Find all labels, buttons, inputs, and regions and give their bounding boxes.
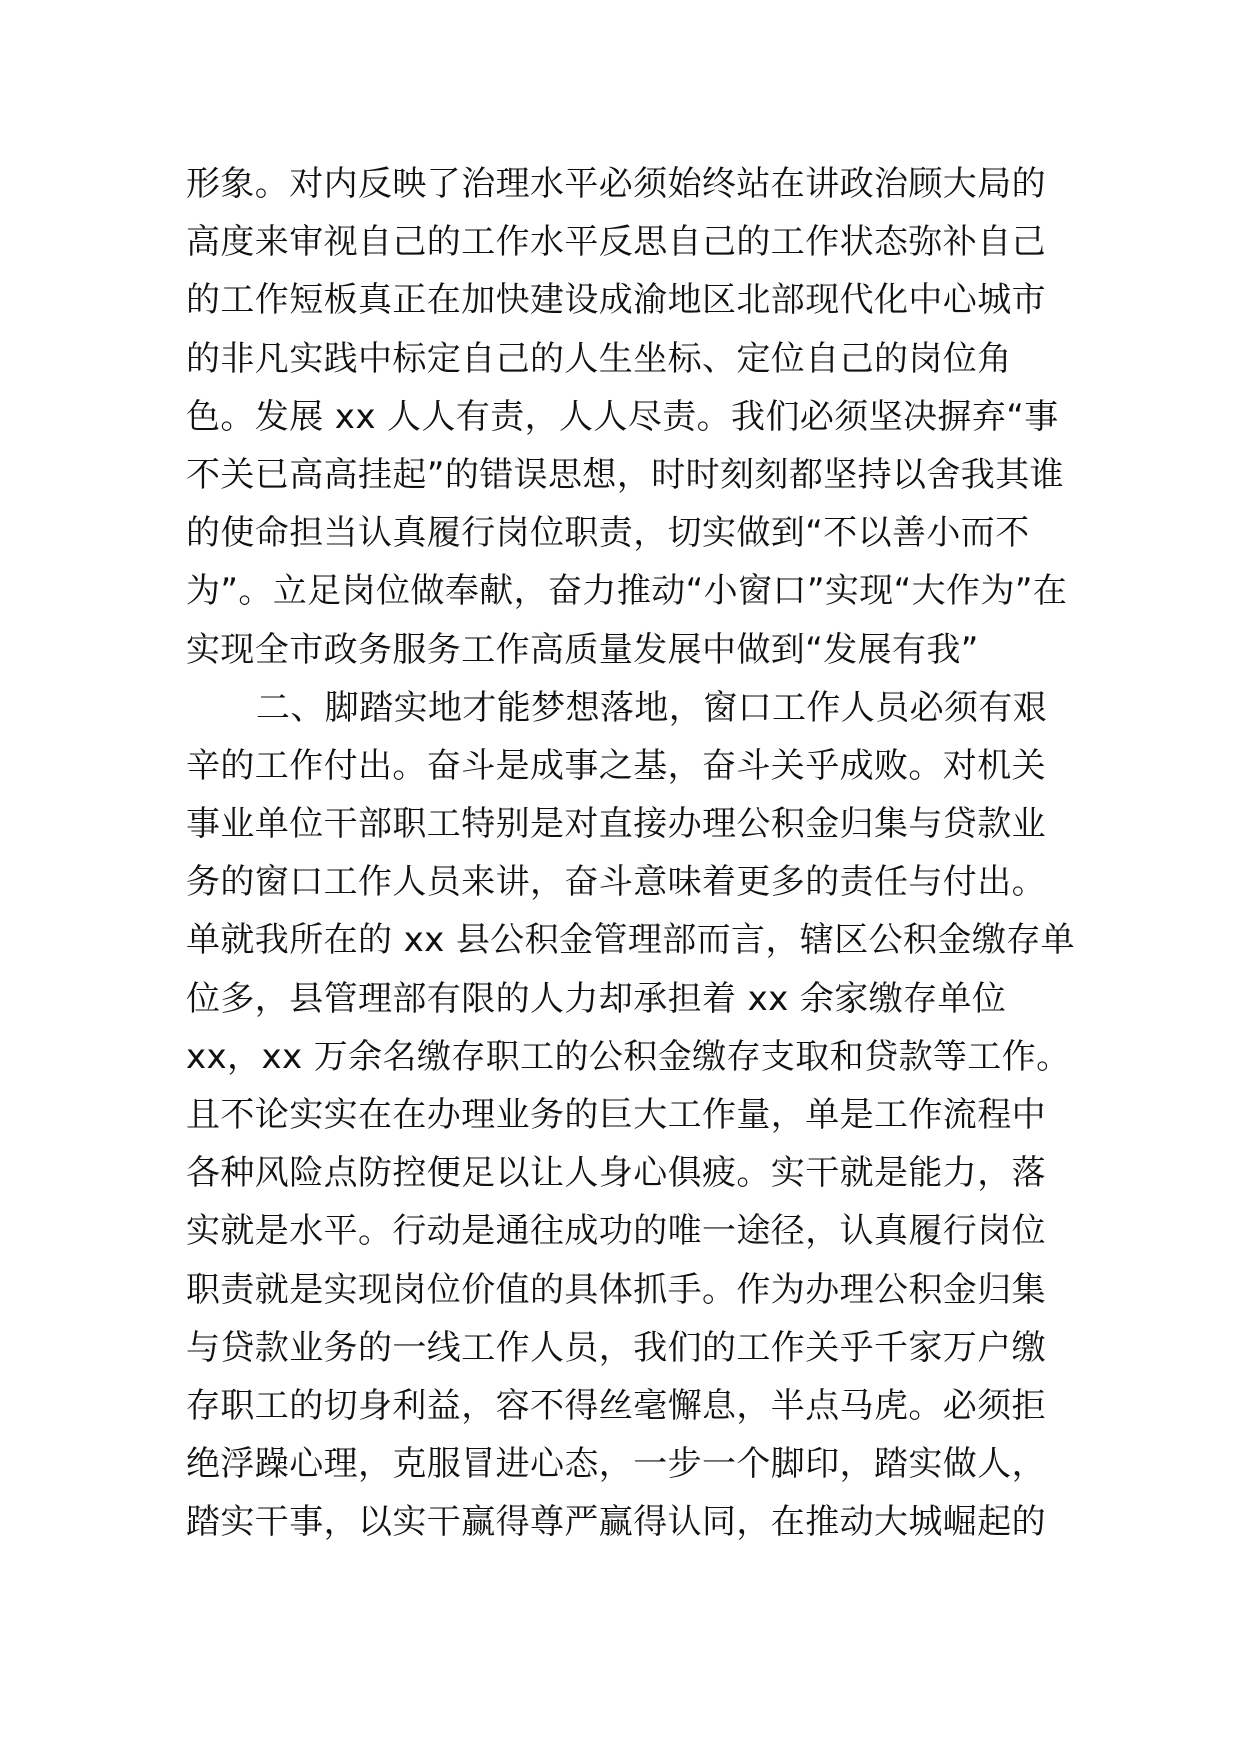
text-line: 为”。立足岗位做奉献，奋力推动“小窗口”实现“大作为”在 (186, 571, 1068, 612)
body-text (186, 155, 1076, 1552)
text-line: 实就是水平。行动是通往成功的唯一途径，认真履行岗位 (186, 1211, 1046, 1252)
text-line: 形象。对内反映了治理水平必须始终站在讲政治顾大局的 (186, 164, 1046, 204)
text-line: 单就我所在的 xx 县公积金管理部而言，辖区公积金缴存单 (186, 920, 1076, 961)
text-line: xx，xx 万余名缴存职工的公积金缴存支取和贷款等工作。 (186, 1036, 1071, 1077)
text-line: 踏实干事，以实干赢得尊严赢得认同，在推动大城崛起的 (186, 1502, 1046, 1543)
text-line: 的非凡实践中标定自己的人生坐标、定位自己的岗位角 (186, 338, 1012, 379)
paragraph-start-line: 二、脚踏实地才能梦想落地，窗口工作人员必须有艰 (256, 687, 1048, 728)
text-line: 高度来审视自己的工作水平反思自己的工作状态弥补自己 (186, 222, 1046, 263)
text-line: 的工作短板真正在加快建设成渝地区北部现代化中心城市 (186, 280, 1046, 321)
text-line: 务的窗口工作人员来讲，奋斗意味着更多的责任与付出。 (186, 862, 1046, 903)
text-line: 职责就是实现岗位价值的具体抓手。作为办理公积金归集 (186, 1269, 1046, 1310)
text-line: 与贷款业务的一线工作人员，我们的工作关乎千家万户缴 (186, 1327, 1046, 1368)
text-line: 实现全市政务服务工作高质量发展中做到“发展有我” (186, 629, 979, 670)
text-line: 绝浮躁心理，克服冒进心态，一步一个脚印，踏实做人， (186, 1444, 1046, 1485)
text-line: 色。发展 xx 人人有责，人人尽责。我们必须坚决摒弃“事 (186, 396, 1059, 437)
text-line: 且不论实实在在办理业务的巨大工作量，单是工作流程中 (186, 1095, 1046, 1135)
text-line: 辛的工作付出。奋斗是成事之基，奋斗关乎成败。对机关 (186, 745, 1046, 786)
text-line: 位多，县管理部有限的人力却承担着 xx 余家缴存单位 (186, 978, 1007, 1019)
text-line: 事业单位干部职工特别是对直接办理公积金归集与贷款业 (186, 804, 1046, 845)
text-line: 各种风险点防控便足以让人身心俱疲。实干就是能力，落 (186, 1153, 1046, 1194)
text-line: 不关已高高挂起”的错误思想，时时刻刻都坚持以舍我其谁 (186, 454, 1065, 495)
text-line: 的使命担当认真履行岗位职责，切实做到“不以善小而不 (186, 513, 1030, 554)
text-line: 存职工的切身利益，容不得丝毫懈息，半点马虎。必须拒 (186, 1385, 1046, 1426)
